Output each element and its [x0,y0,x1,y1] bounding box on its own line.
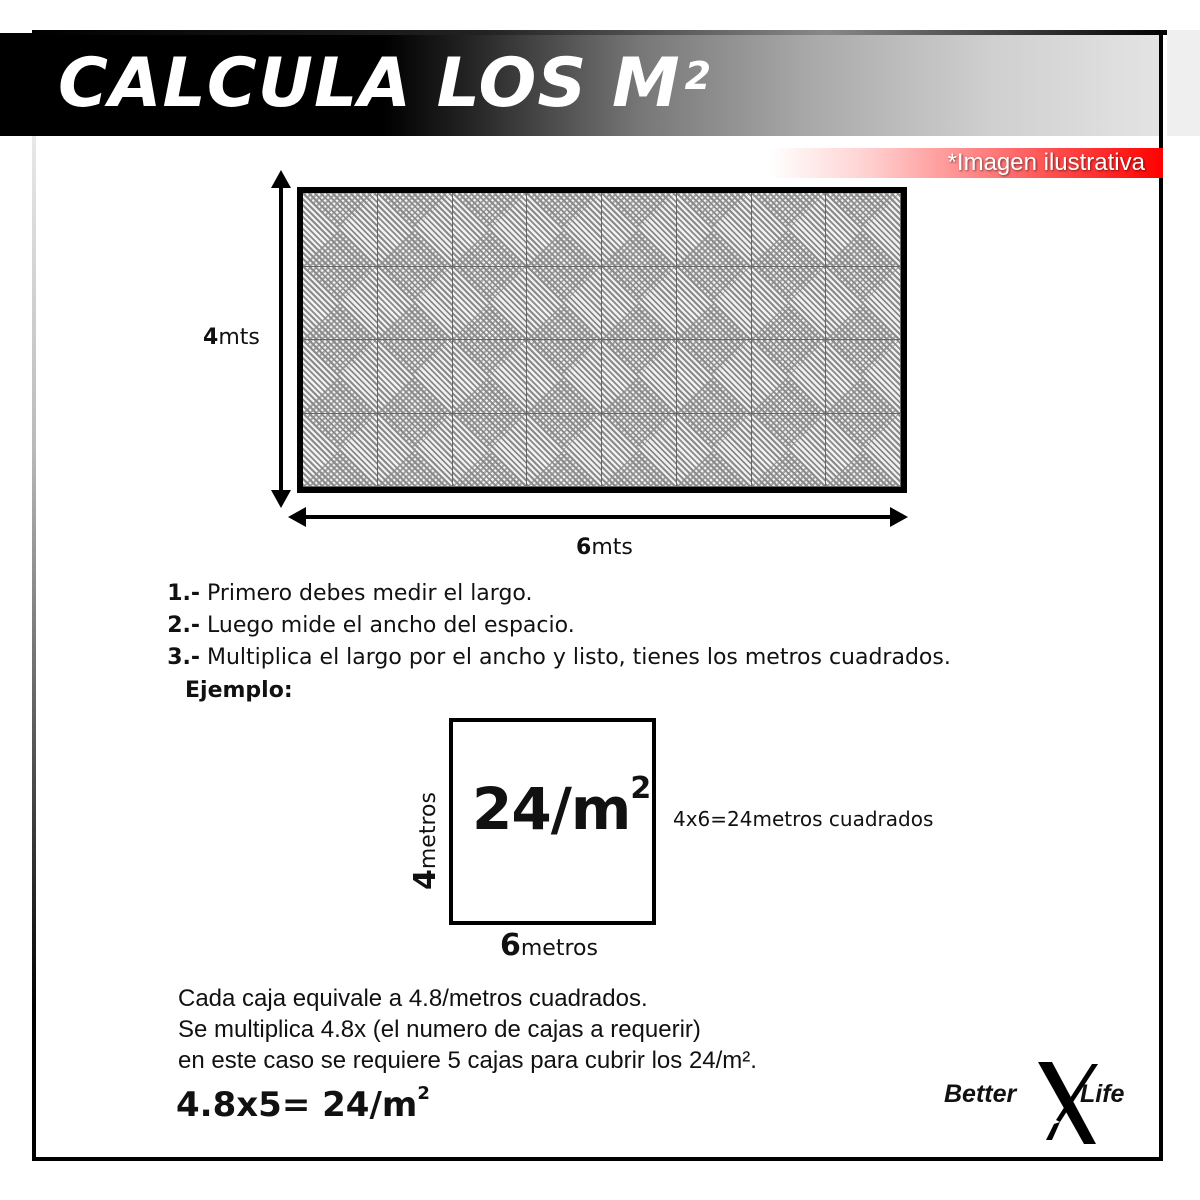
tile [453,340,528,414]
tile [303,340,378,414]
step-number: 1.- [167,581,200,606]
arrow-up-icon [271,170,291,188]
height-arrow-line [279,184,283,490]
tile [303,414,378,488]
note-line: Se multiplica 4.8x (el numero de cajas a requerir) [178,1016,701,1043]
illustrative-note: *Imagen ilustrativa [947,149,1145,176]
tile [378,414,453,488]
tile [378,267,453,341]
title-main: CALCULA LOS M [58,44,681,123]
result-formula [176,1085,430,1125]
width-unit: mts [591,535,633,560]
height-dimension-label [203,325,260,350]
side-unit: metros [416,792,441,870]
example-bottom-label [500,928,598,963]
tile [378,340,453,414]
width-number: 6 [576,535,592,560]
tile [826,267,901,341]
tile [826,340,901,414]
arrow-right-icon [890,507,908,527]
side-number: 4 [408,869,443,890]
bottom-number: 6 [500,928,521,963]
tile [752,267,827,341]
example-side-label-wrapper [380,680,443,890]
tile [527,193,602,267]
example-area-value [472,771,651,843]
brand-logo [944,1060,1144,1146]
arrow-down-icon [271,490,291,508]
tile [602,414,677,488]
arrow-left-icon [288,507,306,527]
bottom-unit: metros [520,936,598,961]
tile [752,414,827,488]
example-formula: 4x6=24metros cuadrados [673,807,934,831]
tile [602,340,677,414]
tile [826,414,901,488]
area-superscript: 2 [630,771,651,806]
logo-text-left: Better [944,1080,1017,1108]
step-item [160,642,951,674]
tile [752,193,827,267]
note-line: en este caso se requiere 5 cajas para cubrir los 24/m². [178,1047,757,1074]
tile [527,340,602,414]
tile-floor-diagram [297,187,907,493]
area-text: 24/m [472,775,631,843]
step-item [160,578,951,610]
page-title [58,36,712,132]
tile [303,193,378,267]
logo-text-right: Life [1080,1080,1125,1108]
note-line: Cada caja equivale a 4.8/metros cuadrados. [178,985,648,1012]
title-superscript: 2 [684,54,713,98]
width-arrow-line [300,515,890,519]
steps-list [160,578,951,674]
step-text: Primero debes medir el largo. [207,581,533,606]
tile [303,267,378,341]
tile [453,414,528,488]
tile [453,193,528,267]
tile [677,414,752,488]
tile [602,193,677,267]
outside-strip [1167,30,1200,136]
step-number: 3.- [167,645,200,670]
tile [826,193,901,267]
notes-block [178,983,757,1076]
example-heading: Ejemplo: [185,678,293,703]
result-text: 4.8x5= 24/m [176,1085,418,1125]
result-superscript: 2 [417,1083,430,1104]
tile [527,267,602,341]
frame-left-border [32,136,36,1161]
tile [677,340,752,414]
height-unit: mts [218,325,260,350]
tile [602,267,677,341]
tile [453,267,528,341]
tile [527,414,602,488]
step-text: Luego mide el ancho del espacio. [207,613,575,638]
step-text: Multiplica el largo por el ancho y listo, tienes los metros cuadrados. [207,645,951,670]
step-item [160,610,951,642]
width-dimension-label [576,535,633,560]
height-number: 4 [203,325,219,350]
tile [752,340,827,414]
example-side-label [408,792,443,890]
tile [677,193,752,267]
tile [378,193,453,267]
step-number: 2.- [167,613,200,638]
tile [677,267,752,341]
